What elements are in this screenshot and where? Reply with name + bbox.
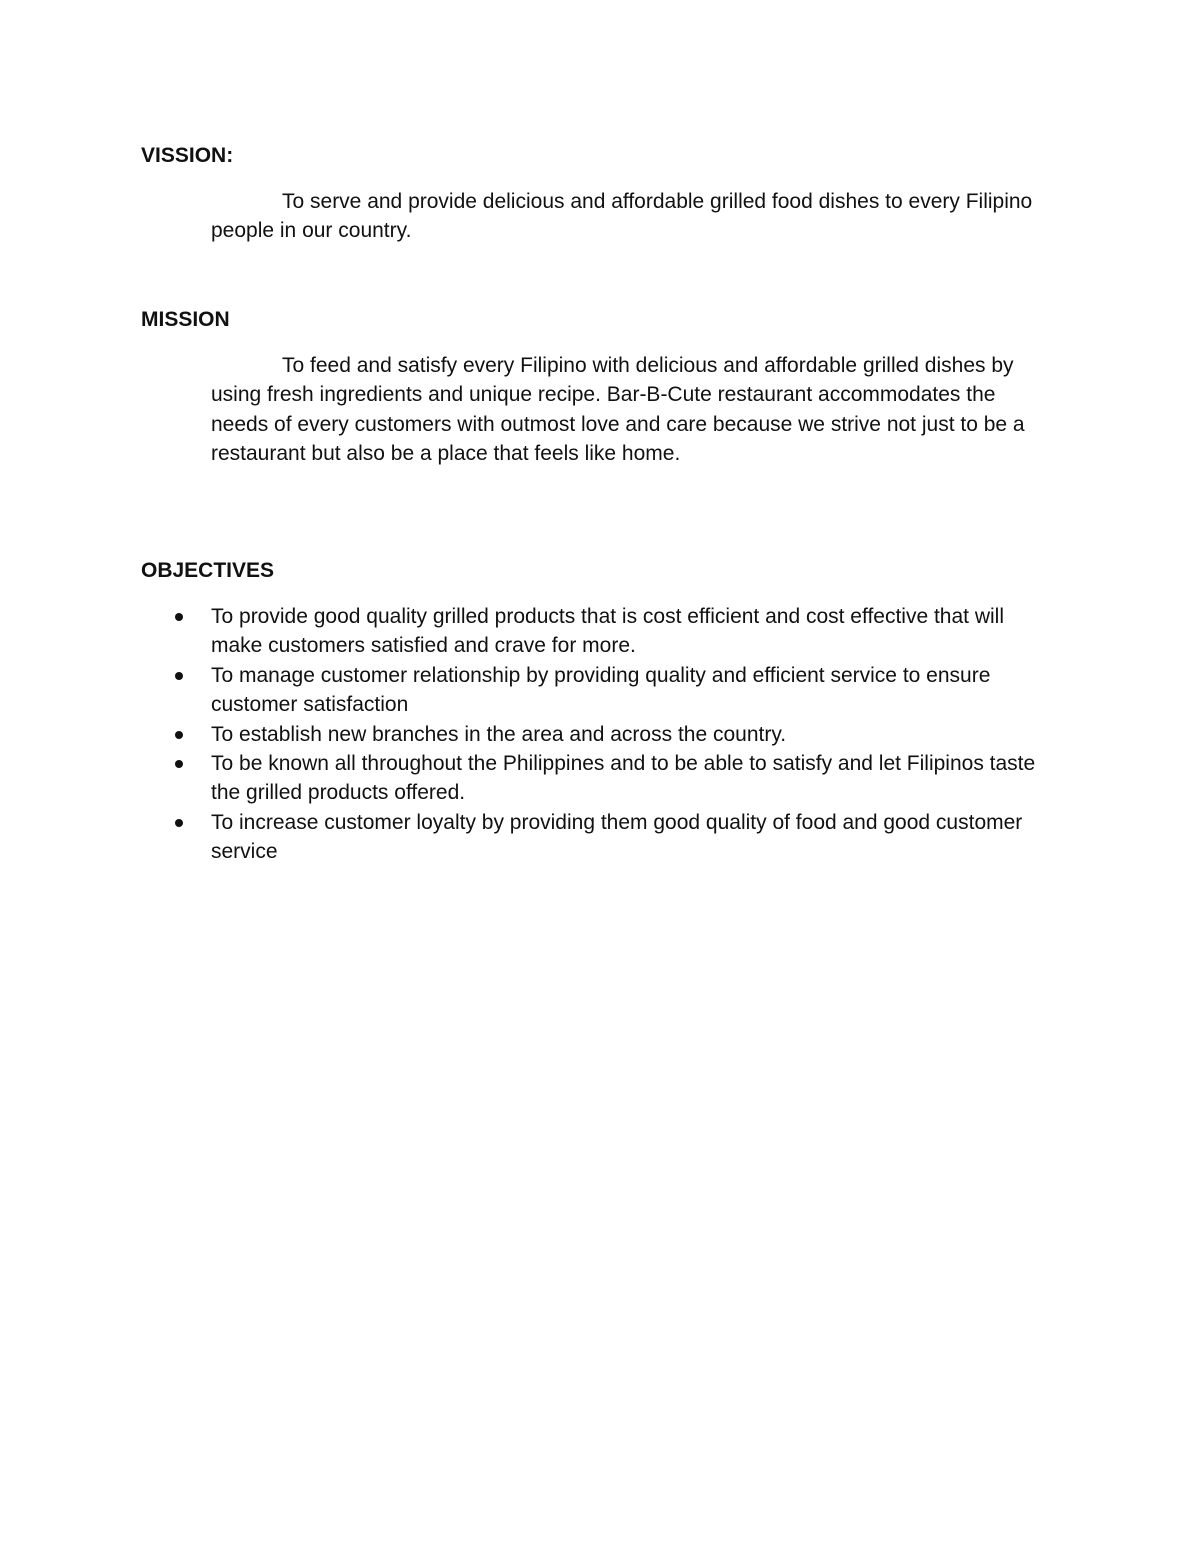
objective-text: To provide good quality grilled products that is cost efficient and cost effective that will make customers satisfied and crave for more. [211, 605, 1004, 658]
objective-item [211, 661, 1051, 720]
objectives-list [211, 602, 1051, 867]
objective-text: To establish new branches in the area and across the country. [211, 722, 787, 746]
objective-text: To increase customer loyalty by providing them good quality of food and good customer service [211, 810, 1023, 864]
objectives-heading: OBJECTIVES [141, 559, 275, 582]
bullet-icon [175, 760, 183, 768]
vision-heading: VISSION: [141, 144, 234, 167]
vision-text: To serve and provide delicious and affordable grilled food dishes to every Filipino people in our country. [211, 190, 1033, 243]
objective-item [211, 602, 1051, 661]
mission-text: To feed and satisfy every Filipino with delicious and affordable grilled dishes by using fresh ingredients and unique recipe. Bar-B-Cute restaurant accommodates the needs of every customers with outmost love and care because we strive not just to be a restaurant but also be a place that feels like home. [211, 354, 1025, 466]
objective-item [211, 808, 1051, 867]
bullet-icon [175, 672, 183, 680]
bullet-icon [175, 819, 183, 827]
objective-item [211, 720, 1051, 749]
bullet-icon [175, 731, 183, 739]
objective-text: To manage customer relationship by providing quality and efficient service to ensure customer satisfaction [211, 663, 991, 717]
objective-text: To be known all throughout the Philippines and to be able to satisfy and let Filipinos taste the grilled products offered. [211, 752, 1036, 805]
mission-heading: MISSION [141, 308, 230, 331]
bullet-icon [175, 613, 183, 621]
objective-item [211, 749, 1051, 808]
